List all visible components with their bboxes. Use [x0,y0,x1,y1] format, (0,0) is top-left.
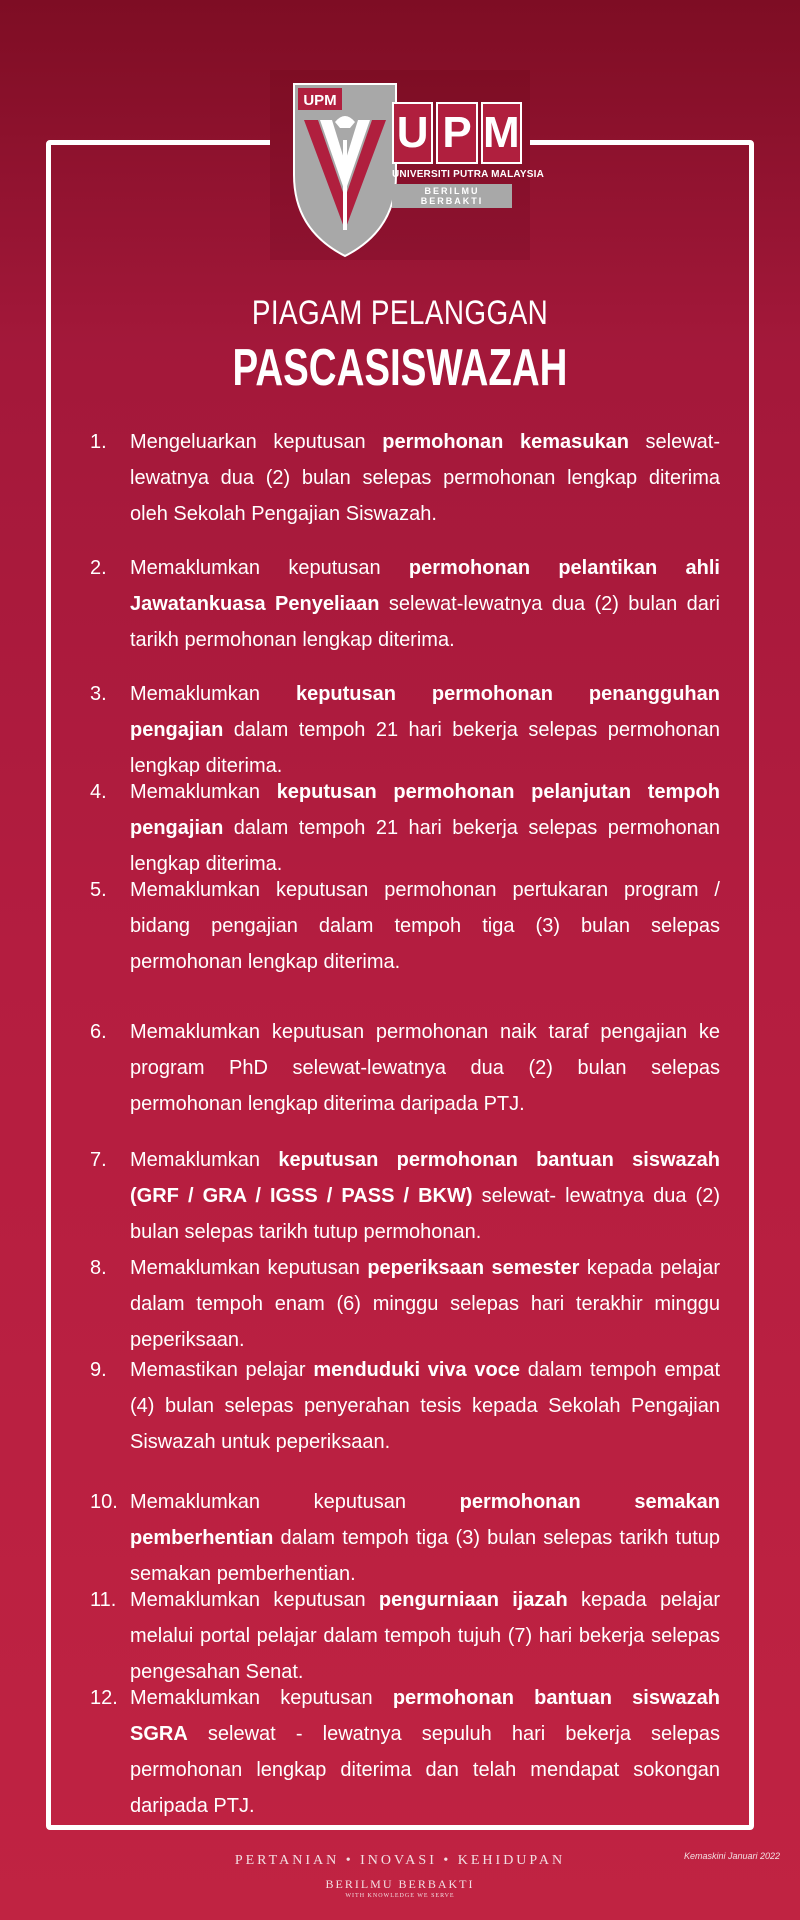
item-text: Memaklumkan keputusan permohonan bantuan siswazah SGRA selewat - lewatnya sepuluh hari bekerja selepas permohonan lengkap diterima dan telah mendapat sokongan daripada PTJ. [130,1687,720,1817]
brand-letter-p: P [436,102,477,164]
item-number: 10. [90,1491,118,1513]
brand-letter-m: M [481,102,522,164]
item-text: Memaklumkan keputusan pengurniaan ijazah kepada pelajar melalui portal pelajar dalam tempoh tujuh (7) hari bekerja selepas pengesahan Senat. [130,1589,720,1683]
item-number: 8. [90,1257,107,1279]
item-text: Memaklumkan keputusan permohonan pelanjutan tempoh pengajian dalam tempoh 21 hari bekerja selepas permohonan lengkap diterima. [130,781,720,875]
item-text: Memastikan pelajar menduduki viva voce dalam tempoh empat (4) bulan selepas penyerahan tesis kepada Sekolah Pengajian Siswazah untuk peperiksaan. [130,1359,721,1453]
item-text: Memaklumkan keputusan permohonan semakan pemberhentian dalam tempoh tiga (3) bulan selepas tarikh tutup semakan pemberhentian. [130,1491,720,1585]
item-number: 2. [90,557,107,579]
page-title-line2: PASCASISWAZAH [232,339,568,397]
item-text: Memaklumkan keputusan permohonan naik taraf pengajian ke program PhD selewat-lewatnya dua (2) bulan selepas permohonan lengkap diterima daripada PTJ. [130,1021,720,1115]
item-number: 9. [90,1359,107,1381]
item-number: 12. [90,1687,118,1709]
item-number: 5. [90,879,107,901]
item-text: Mengeluarkan keputusan permohonan kemasukan selewat-lewatnya dua (2) bulan selepas permohonan lengkap diterima oleh Sekolah Pengajian Siswazah. [130,431,720,525]
upm-wordmark [392,102,545,208]
item-text: Memaklumkan keputusan permohonan pertukaran program / bidang pengajian dalam tempoh tiga (3) bulan selepas permohonan lengkap diterima. [130,879,720,973]
shield-text: UPM [303,92,337,109]
university-name: UNIVERSITI PUTRA MALAYSIA [392,169,545,180]
upm-shield-icon [290,80,400,260]
item-text: Memaklumkan keputusan peperiksaan semester kepada pelajar dalam tempoh enam (6) minggu selepas hari terakhir minggu peperiksaan. [130,1257,720,1351]
item-text: Memaklumkan keputusan permohonan penangguhan pengajian dalam tempoh 21 hari bekerja selepas permohonan lengkap diterima. [130,683,720,777]
item-text: Memaklumkan keputusan permohonan pelantikan ahli Jawatankuasa Penyeliaan selewat-lewatnya dua (2) bulan dari tarikh permohonan lengkap diterima. [130,557,720,651]
updated-date: Kemaskini Januari 2022 [684,1851,781,1861]
brand-letter-u: U [392,102,433,164]
footer-motto: BERILMU BERBAKTI [325,1877,475,1891]
upm-logo [270,70,545,260]
item-number: 7. [90,1149,107,1171]
footer-tagline: PERTANIAN • INOVASI • KEHIDUPAN [234,1853,566,1868]
brand-motto: BERILMU BERBAKTI [392,184,512,208]
item-number: 11. [90,1589,117,1611]
item-number: 3. [90,683,107,705]
footer-motto-sub: WITH KNOWLEDGE WE SERVE [345,1893,455,1899]
item-number: 1. [90,431,107,453]
item-number: 4. [90,781,107,803]
page-title-line1: PIAGAM PELANGGAN [251,294,549,332]
item-number: 6. [90,1021,107,1043]
item-text: Memaklumkan keputusan permohonan bantuan siswazah (GRF / GRA / IGSS / PASS / BKW) selewat- lewatnya dua (2) bulan selepas tarikh tutup permohonan. [130,1149,720,1243]
